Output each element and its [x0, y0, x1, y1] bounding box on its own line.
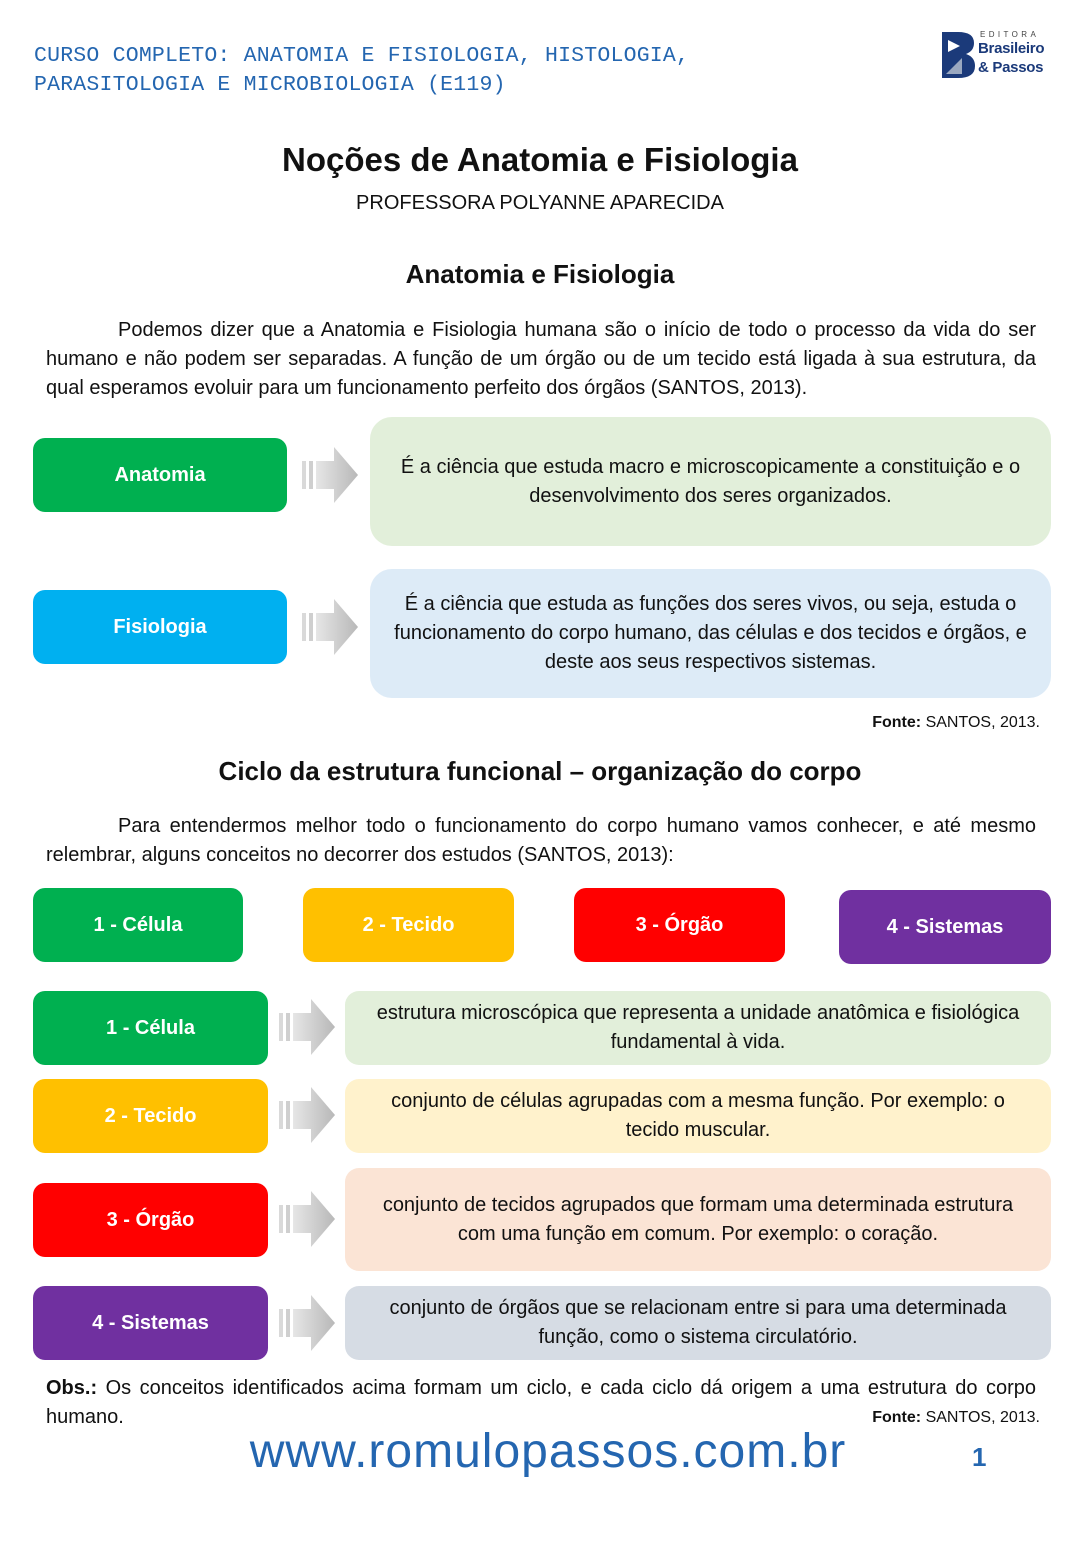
course-title-line1: CURSO COMPLETO: ANATOMIA E FISIOLOGIA, HISTOLOGIA, [34, 44, 690, 68]
section2-heading: Ciclo da estrutura funcional – organização do corpo [218, 756, 862, 786]
right-arrow-icon [277, 997, 337, 1057]
page-title: Noções de Anatomia e Fisiologia [282, 141, 798, 178]
sistemas-definition: conjunto de órgãos que se relacionam entre si para uma determinada função, como o sistema circulatório. [345, 1286, 1051, 1360]
celula-label: 1 - Célula [33, 991, 268, 1065]
logo-name-line1: Brasileiro [978, 40, 1045, 57]
page-number: 1 [972, 1442, 987, 1472]
cycle-step-sistemas: 4 - Sistemas [839, 890, 1051, 964]
anatomia-label: Anatomia [33, 438, 287, 512]
orgao-label: 3 - Órgão [33, 1183, 268, 1257]
section2-paragraph [46, 812, 1036, 870]
sistemas-label: 4 - Sistemas [33, 1286, 268, 1360]
course-title [34, 42, 834, 100]
anatomia-definition: É a ciência que estuda macro e microscopicamente a constituição e o desenvolvimento dos seres organizados. [370, 417, 1051, 546]
section1-heading: Anatomia e Fisiologia [405, 259, 675, 289]
logo-name-line2: & Passos [978, 59, 1044, 76]
logo-editora: EDITORA [980, 30, 1040, 39]
right-arrow-icon [277, 1085, 337, 1145]
right-arrow-icon [300, 445, 360, 505]
section2-paragraph-text: Para entendermos melhor todo o funcionamento do corpo humano vamos conhecer, e até mesmo relembrar, alguns conceitos no decorrer dos estudos (SANTOS, 2013): [46, 815, 1036, 866]
book-b-logo-icon [940, 30, 976, 78]
section1-paragraph [46, 316, 1036, 403]
right-arrow-icon [277, 1189, 337, 1249]
source-label: Fonte: [872, 714, 922, 731]
fisiologia-label: Fisiologia [33, 590, 287, 664]
source-text: SANTOS, 2013. [925, 714, 1040, 731]
obs-label: Obs.: [46, 1377, 98, 1399]
right-arrow-icon [300, 597, 360, 657]
obs-text: Os conceitos identificados acima formam um ciclo, e cada ciclo dá origem a uma estrutura do corpo humano. [46, 1377, 1037, 1428]
publisher-logo [940, 28, 1050, 80]
course-title-line2: PARASITOLOGIA E MICROBIOLOGIA (E119) [34, 73, 506, 97]
cycle-step-tecido: 2 - Tecido [303, 888, 514, 962]
cycle-step-orgao: 3 - Órgão [574, 888, 785, 962]
source-label: Fonte: [872, 1409, 922, 1426]
professor-name: PROFESSORA POLYANNE APARECIDA [356, 192, 724, 214]
orgao-definition: conjunto de tecidos agrupados que formam uma determinada estrutura com uma função em comum. Por exemplo: o coração. [345, 1168, 1051, 1271]
section1-paragraph-text: Podemos dizer que a Anatomia e Fisiologia humana são o início de todo o processo da vida do ser humano e não podem ser separadas. A função de um órgão ou de um tecido está ligada à sua estrutura, da qual esperamos evoluir para um funcionamento perfeito dos órgãos (SANTOS, 2013). [46, 319, 1036, 399]
fisiologia-definition: É a ciência que estuda as funções dos seres vivos, ou seja, estuda o funcionamento do corpo humano, das células e dos tecidos e órgãos, e deste aos seus respectivos sistemas. [370, 569, 1051, 698]
source-text: SANTOS, 2013. [925, 1409, 1040, 1426]
website-url[interactable]: www.romulopassos.com.br [249, 1425, 847, 1478]
section1-source [872, 714, 1040, 732]
tecido-label: 2 - Tecido [33, 1079, 268, 1153]
tecido-definition: conjunto de células agrupadas com a mesma função. Por exemplo: o tecido muscular. [345, 1079, 1051, 1153]
celula-definition: estrutura microscópica que representa a unidade anatômica e fisiológica fundamental à vida. [345, 991, 1051, 1065]
cycle-step-celula: 1 - Célula [33, 888, 243, 962]
right-arrow-icon [277, 1293, 337, 1353]
